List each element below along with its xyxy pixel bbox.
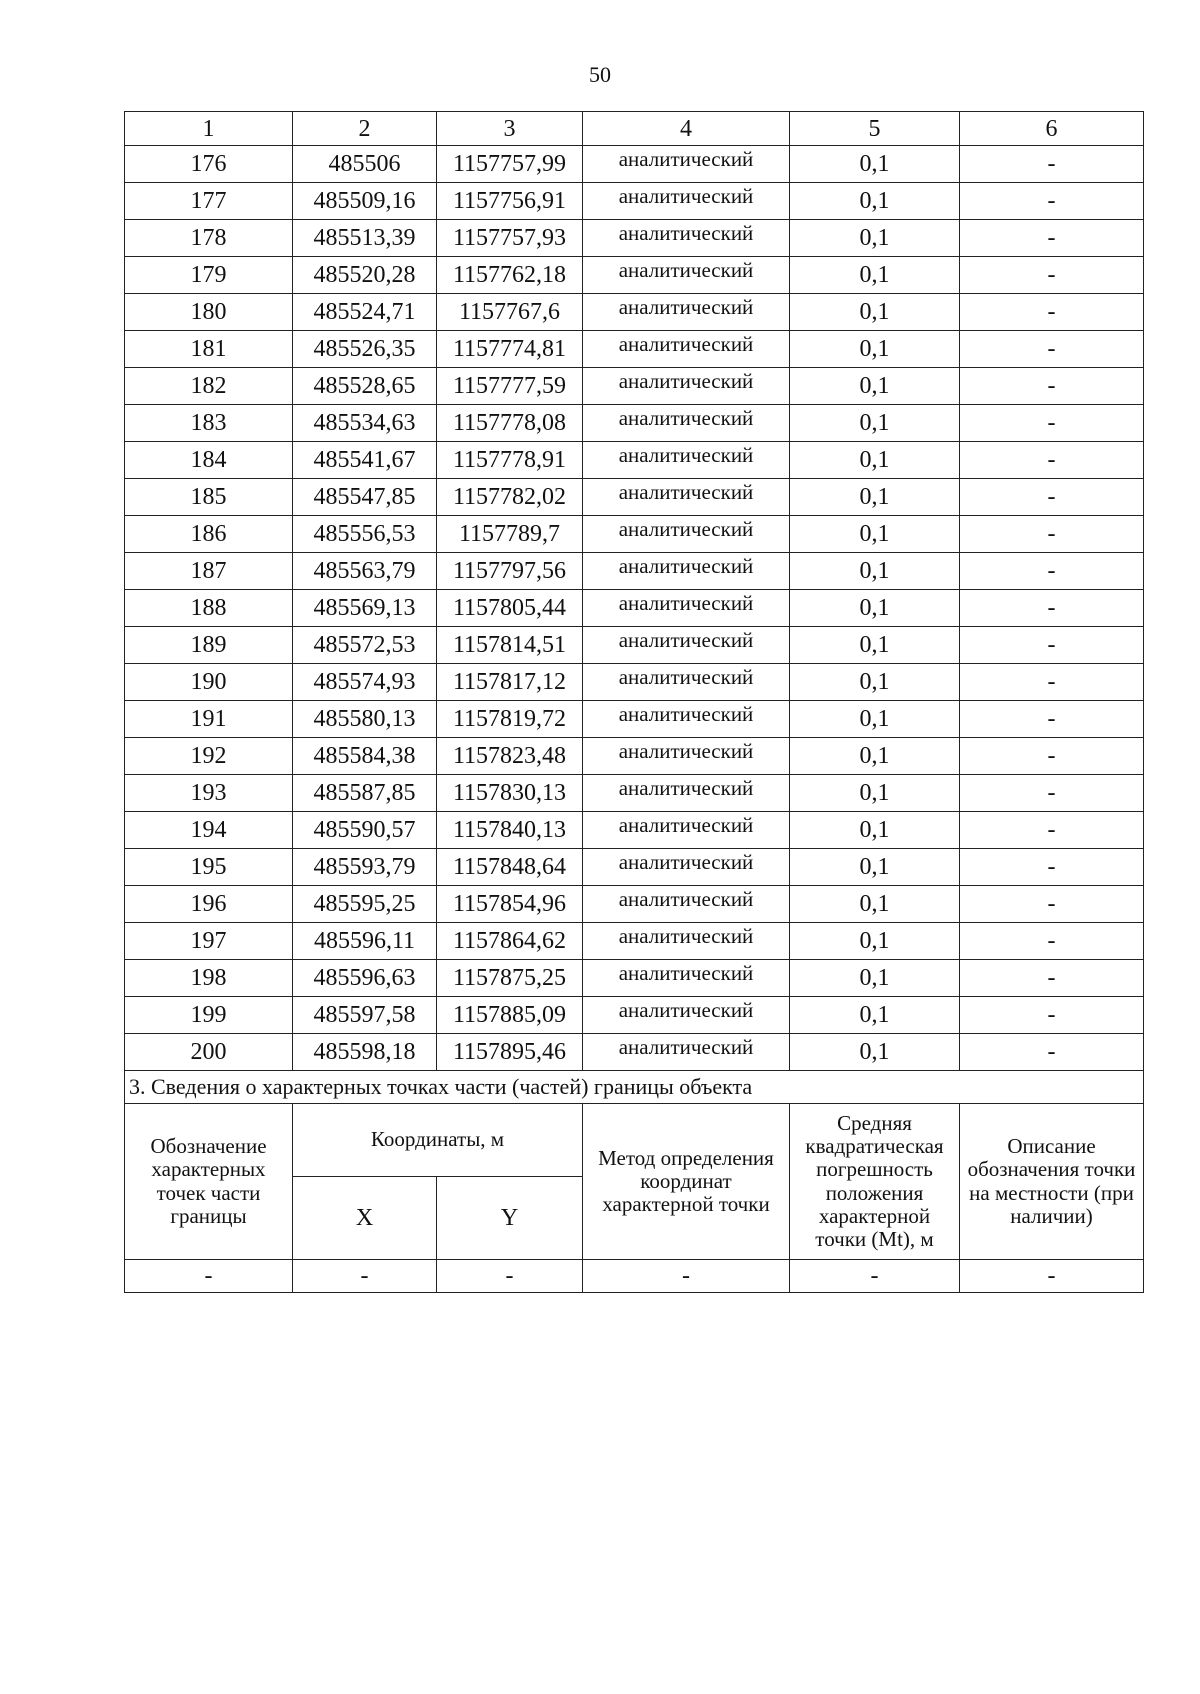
table-cell: 1157848,64 (437, 849, 583, 886)
table-cell: 485534,63 (293, 405, 437, 442)
table-cell: - (960, 960, 1144, 997)
table-cell: 1157778,08 (437, 405, 583, 442)
table-cell: 485524,71 (293, 294, 437, 331)
table-cell: 485541,67 (293, 442, 437, 479)
table-cell: 182 (125, 368, 293, 405)
table-cell: 1157756,91 (437, 183, 583, 220)
table-cell: 177 (125, 183, 293, 220)
table-cell: - (960, 886, 1144, 923)
table-row (125, 923, 1144, 960)
table-cell: аналитический (583, 331, 790, 368)
table-cell: 485526,35 (293, 331, 437, 368)
table-cell: 485596,11 (293, 923, 437, 960)
column-number: 1 (125, 112, 293, 146)
table-cell: - (960, 627, 1144, 664)
table-cell: 1157762,18 (437, 257, 583, 294)
table-cell: 485572,53 (293, 627, 437, 664)
table-cell: 485584,38 (293, 738, 437, 775)
table-cell: 186 (125, 516, 293, 553)
page-number: 50 (589, 62, 611, 87)
column-number: 3 (437, 112, 583, 146)
table-row (125, 738, 1144, 775)
table-body (125, 112, 1144, 1293)
table-cell: 194 (125, 812, 293, 849)
table-row (125, 701, 1144, 738)
table-cell: аналитический (583, 664, 790, 701)
table-cell: аналитический (583, 886, 790, 923)
table-cell: 184 (125, 442, 293, 479)
section-title: 3. Сведения о характерных точках части (частей) границы объекта (125, 1071, 1144, 1104)
table-cell: 199 (125, 997, 293, 1034)
table-cell: - (437, 1260, 583, 1293)
table-cell: аналитический (583, 627, 790, 664)
table-cell: 191 (125, 701, 293, 738)
table-cell: - (960, 590, 1144, 627)
table-cell: 1157864,62 (437, 923, 583, 960)
table-cell: - (960, 220, 1144, 257)
table-cell: - (960, 257, 1144, 294)
table-cell: аналитический (583, 368, 790, 405)
table-row (125, 960, 1144, 997)
table-cell: - (960, 849, 1144, 886)
table-cell: - (960, 738, 1144, 775)
table-cell: 0,1 (790, 738, 960, 775)
table-cell: аналитический (583, 738, 790, 775)
table-cell: - (293, 1260, 437, 1293)
table-cell: 1157823,48 (437, 738, 583, 775)
table-cell: 0,1 (790, 1034, 960, 1071)
table-row (125, 627, 1144, 664)
table-cell: аналитический (583, 257, 790, 294)
table-row (125, 886, 1144, 923)
table-cell: - (960, 405, 1144, 442)
table-cell: - (960, 146, 1144, 183)
table-row (125, 183, 1144, 220)
column-number-row (125, 112, 1144, 146)
table-cell: 181 (125, 331, 293, 368)
table-row (125, 479, 1144, 516)
table-cell: 197 (125, 923, 293, 960)
table-row (125, 553, 1144, 590)
table-row (125, 146, 1144, 183)
table-cell: 1157895,46 (437, 1034, 583, 1071)
table-cell: 485598,18 (293, 1034, 437, 1071)
header-designation: Обозначение характерных точек части границы (125, 1104, 293, 1260)
table-cell: аналитический (583, 183, 790, 220)
table-cell: 1157757,93 (437, 220, 583, 257)
section-header-row (125, 1104, 1144, 1177)
table-cell: 0,1 (790, 442, 960, 479)
table-cell: - (960, 331, 1144, 368)
table-cell: 1157778,91 (437, 442, 583, 479)
table-row (125, 775, 1144, 812)
header-coordinates: Координаты, м (293, 1104, 583, 1177)
coordinates-table (124, 111, 1144, 1293)
table-cell: аналитический (583, 590, 790, 627)
table-cell: аналитический (583, 849, 790, 886)
table-cell: 1157789,7 (437, 516, 583, 553)
table-cell: аналитический (583, 775, 790, 812)
table-cell: 183 (125, 405, 293, 442)
table-cell: 180 (125, 294, 293, 331)
table-cell: 0,1 (790, 923, 960, 960)
table-cell: 0,1 (790, 960, 960, 997)
table-cell: 485506 (293, 146, 437, 183)
table-cell: аналитический (583, 479, 790, 516)
table-cell: 485590,57 (293, 812, 437, 849)
table-cell: аналитический (583, 294, 790, 331)
header-description: Описание обозначения точки на местности (при наличии) (960, 1104, 1144, 1260)
table-row (125, 849, 1144, 886)
table-cell: 0,1 (790, 331, 960, 368)
table-cell: аналитический (583, 553, 790, 590)
table-cell: - (960, 294, 1144, 331)
table-cell: - (960, 368, 1144, 405)
table-cell: 0,1 (790, 220, 960, 257)
table-cell: 485513,39 (293, 220, 437, 257)
table-cell: 1157817,12 (437, 664, 583, 701)
table-cell: 192 (125, 738, 293, 775)
table-cell: 187 (125, 553, 293, 590)
table-cell: 0,1 (790, 812, 960, 849)
table-cell: 485595,25 (293, 886, 437, 923)
table-cell: - (960, 1034, 1144, 1071)
table-cell: 190 (125, 664, 293, 701)
table-cell: 485597,58 (293, 997, 437, 1034)
table-cell: 179 (125, 257, 293, 294)
table-cell: 0,1 (790, 479, 960, 516)
table-cell: 1157767,6 (437, 294, 583, 331)
section-title-row (125, 1071, 1144, 1104)
table-row (125, 368, 1144, 405)
table-cell: 0,1 (790, 405, 960, 442)
table-cell: - (960, 479, 1144, 516)
table-cell: 0,1 (790, 516, 960, 553)
table-cell: 1157774,81 (437, 331, 583, 368)
table-cell: 1157854,96 (437, 886, 583, 923)
table-cell: 485580,13 (293, 701, 437, 738)
section-data-row (125, 1260, 1144, 1293)
table-cell: 200 (125, 1034, 293, 1071)
table-cell: аналитический (583, 812, 790, 849)
table-cell: 176 (125, 146, 293, 183)
table-row (125, 257, 1144, 294)
table-cell: - (960, 442, 1144, 479)
table-cell: 0,1 (790, 664, 960, 701)
table-cell: 485547,85 (293, 479, 437, 516)
table-cell: - (583, 1260, 790, 1293)
table-cell: аналитический (583, 516, 790, 553)
table-cell: 1157777,59 (437, 368, 583, 405)
table-cell: аналитический (583, 220, 790, 257)
table-cell: 0,1 (790, 627, 960, 664)
table-cell: - (960, 516, 1144, 553)
table-row (125, 664, 1144, 701)
table-cell: 0,1 (790, 775, 960, 812)
table-cell: аналитический (583, 442, 790, 479)
header-x: X (293, 1177, 437, 1260)
column-number: 4 (583, 112, 790, 146)
table-cell: аналитический (583, 146, 790, 183)
column-number: 6 (960, 112, 1144, 146)
table-cell: 188 (125, 590, 293, 627)
table-cell: - (960, 812, 1144, 849)
table-cell: 1157797,56 (437, 553, 583, 590)
table-cell: 1157782,02 (437, 479, 583, 516)
table-cell: 0,1 (790, 183, 960, 220)
table-cell: 485563,79 (293, 553, 437, 590)
table-cell: 485509,16 (293, 183, 437, 220)
header-method: Метод определения координат характерной точки (583, 1104, 790, 1260)
column-number: 2 (293, 112, 437, 146)
table-row (125, 442, 1144, 479)
table-cell: аналитический (583, 1034, 790, 1071)
table-cell: - (960, 923, 1144, 960)
table-cell: - (960, 997, 1144, 1034)
table-cell: 485569,13 (293, 590, 437, 627)
table-cell: - (960, 183, 1144, 220)
table-row (125, 220, 1144, 257)
table-cell: - (960, 775, 1144, 812)
table-cell: 0,1 (790, 257, 960, 294)
table-cell: 0,1 (790, 701, 960, 738)
table-cell: 198 (125, 960, 293, 997)
table-cell: 1157830,13 (437, 775, 583, 812)
table-cell: 485574,93 (293, 664, 437, 701)
table-row (125, 590, 1144, 627)
table-cell: - (960, 701, 1144, 738)
table-cell: аналитический (583, 997, 790, 1034)
table-cell: аналитический (583, 701, 790, 738)
table-cell: 485593,79 (293, 849, 437, 886)
table-cell: - (960, 1260, 1144, 1293)
table-row (125, 997, 1144, 1034)
table-row (125, 294, 1144, 331)
table-cell: - (125, 1260, 293, 1293)
table-cell: - (790, 1260, 960, 1293)
table-cell: 178 (125, 220, 293, 257)
table-cell: 1157819,72 (437, 701, 583, 738)
table-cell: 485528,65 (293, 368, 437, 405)
table-cell: 0,1 (790, 849, 960, 886)
table-cell: аналитический (583, 405, 790, 442)
column-number: 5 (790, 112, 960, 146)
table-cell: 0,1 (790, 368, 960, 405)
table-row (125, 331, 1144, 368)
table-row (125, 1034, 1144, 1071)
table-cell: 1157757,99 (437, 146, 583, 183)
table-cell: 0,1 (790, 146, 960, 183)
table-row (125, 516, 1144, 553)
table-cell: 0,1 (790, 997, 960, 1034)
table-cell: - (960, 664, 1144, 701)
table-cell: 1157814,51 (437, 627, 583, 664)
table-cell: 485596,63 (293, 960, 437, 997)
table-cell: 0,1 (790, 590, 960, 627)
table-cell: аналитический (583, 960, 790, 997)
header-error: Средняя квадратическая погрешность положения характерной точки (Mt), м (790, 1104, 960, 1260)
table-cell: 1157885,09 (437, 997, 583, 1034)
table-cell: - (960, 553, 1144, 590)
table-cell: 485587,85 (293, 775, 437, 812)
table-cell: 0,1 (790, 294, 960, 331)
table-cell: 1157840,13 (437, 812, 583, 849)
table-row (125, 405, 1144, 442)
table-cell: 196 (125, 886, 293, 923)
table-cell: 185 (125, 479, 293, 516)
table-cell: 195 (125, 849, 293, 886)
table-cell: аналитический (583, 923, 790, 960)
table-cell: 0,1 (790, 886, 960, 923)
table-row (125, 812, 1144, 849)
table-cell: 485520,28 (293, 257, 437, 294)
table-cell: 1157875,25 (437, 960, 583, 997)
table-cell: 485556,53 (293, 516, 437, 553)
table-cell: 189 (125, 627, 293, 664)
table-cell: 1157805,44 (437, 590, 583, 627)
header-y: Y (437, 1177, 583, 1260)
table-cell: 0,1 (790, 553, 960, 590)
table-cell: 193 (125, 775, 293, 812)
